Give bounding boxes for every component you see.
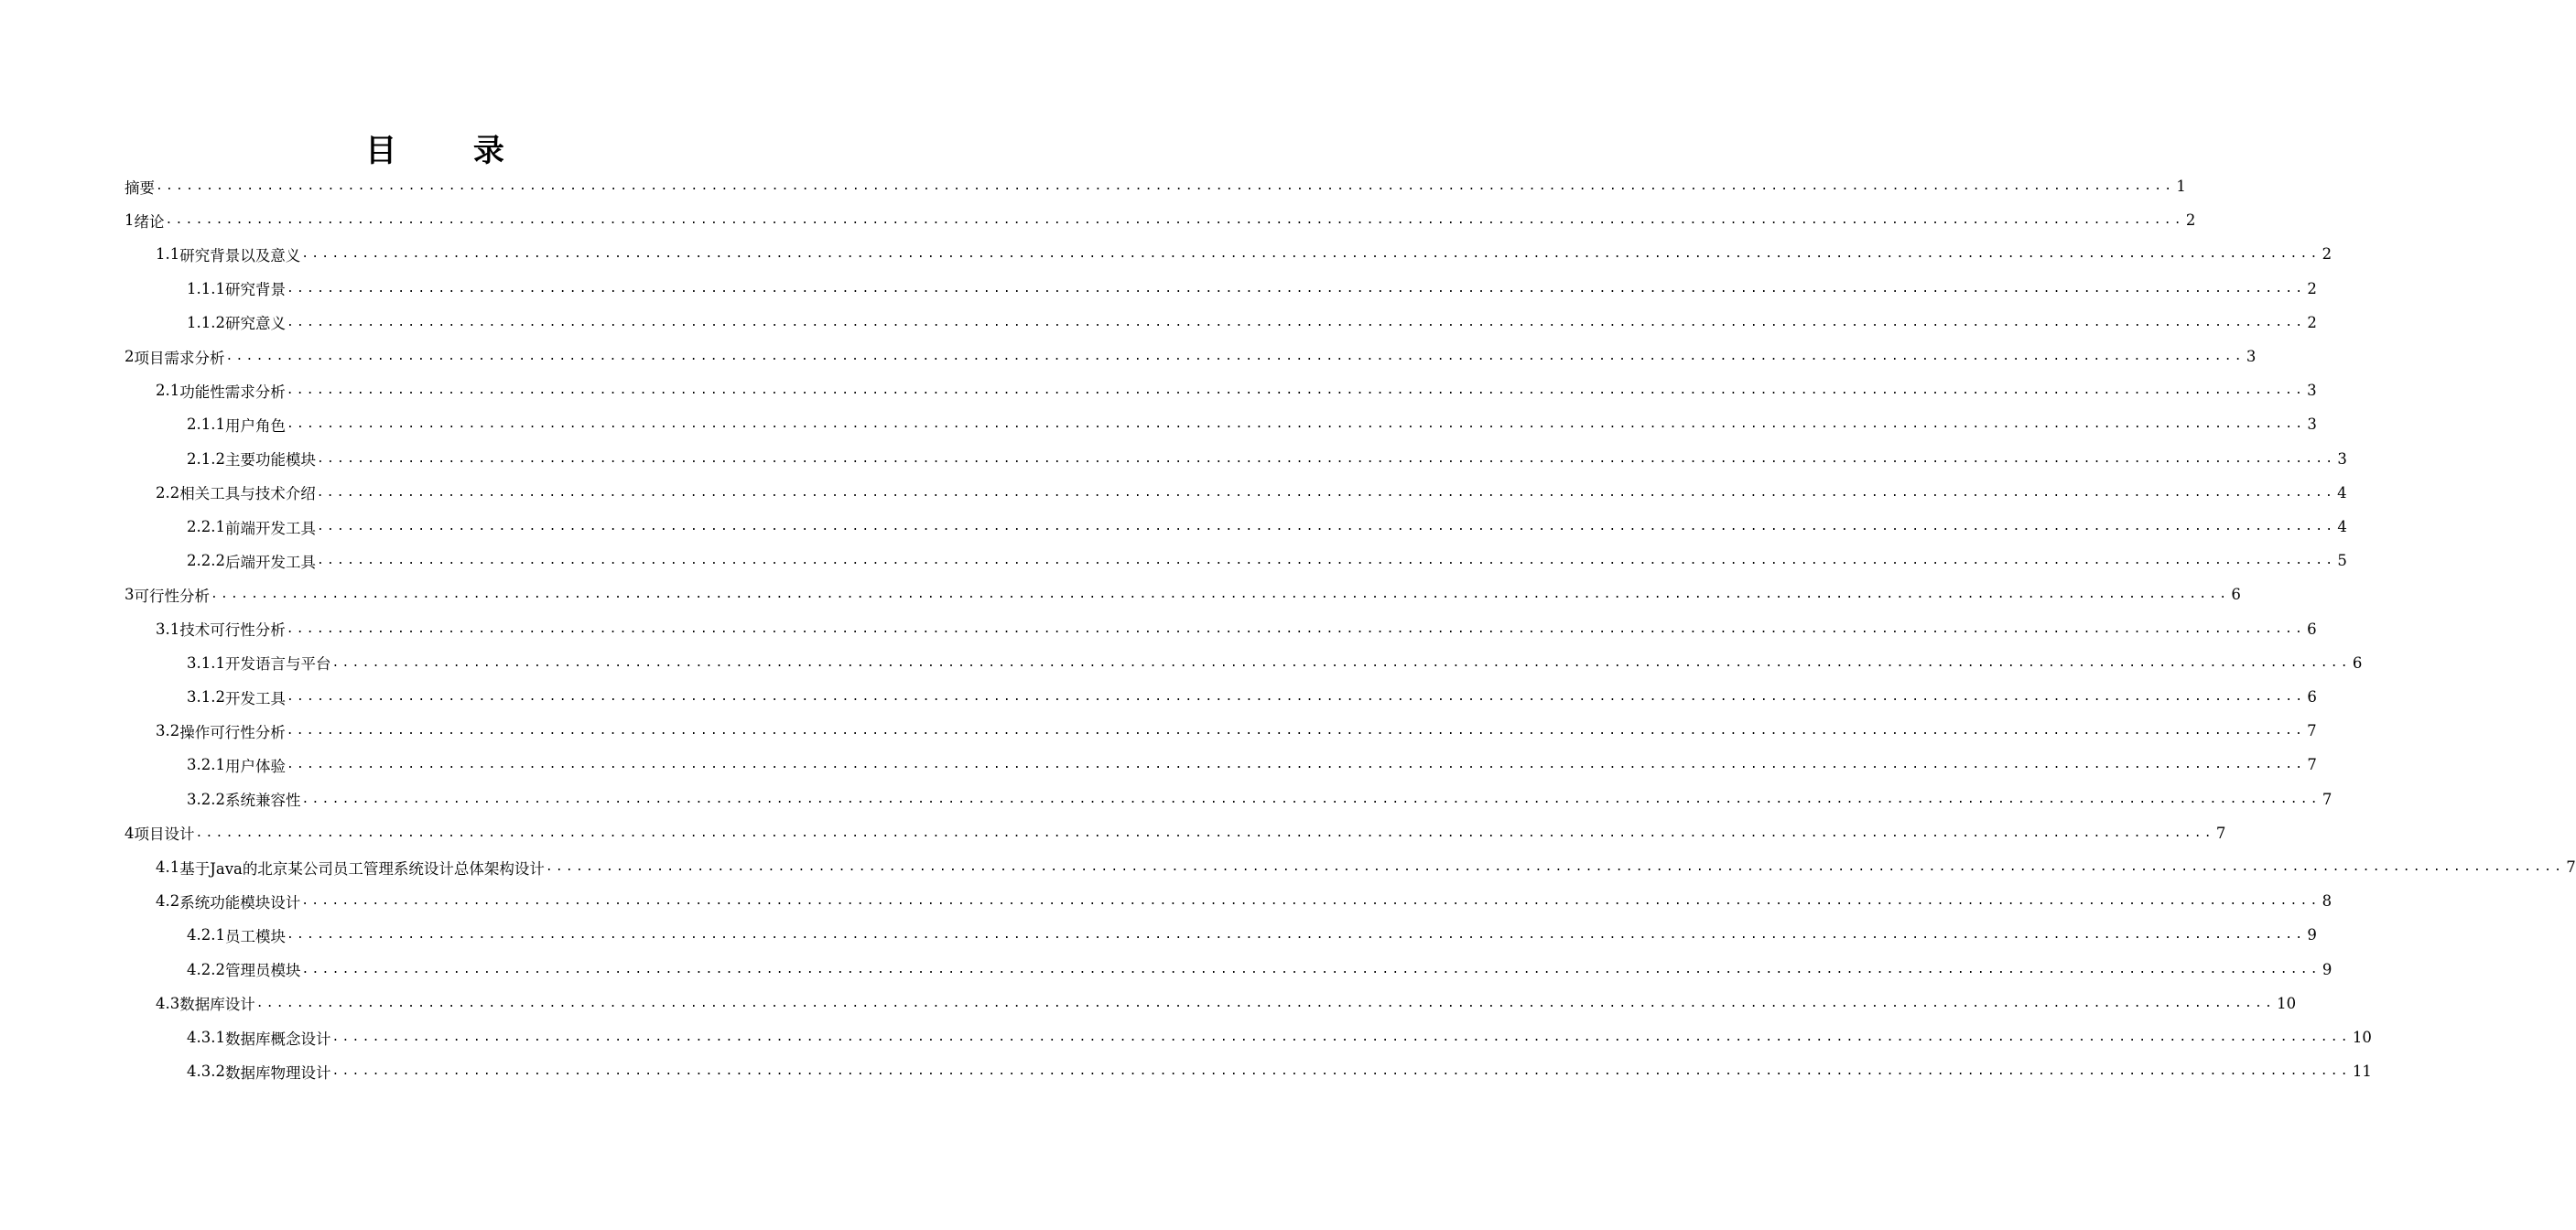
toc-entry-label: 摘要 [124,178,155,197]
toc-dot-leader: ........................................................................................................................................................................................................ [286,417,2306,432]
toc-entry-label: 可行性分析 [134,587,210,605]
toc-entry-label: 项目需求分析 [134,349,225,367]
toc-dot-leader: ........................................................................................................................................................................................................ [286,758,2306,772]
toc-entry-number: 4.2.1 [187,926,225,944]
toc-dot-leader: ........................................................................................................................................................................................................ [195,825,2214,840]
toc-entry-label: 操作可行性分析 [179,723,286,741]
toc-page-number: 3 [2337,449,2347,468]
toc-entry-number: 1.1 [156,245,180,264]
toc-entry-label: 数据库设计 [179,996,255,1014]
toc-dot-leader: ........................................................................................................................................................................................................ [301,962,2321,976]
toc-entry[interactable] [187,544,2347,577]
toc-entry[interactable] [124,169,2186,203]
toc-entry[interactable] [156,612,2317,646]
toc-entry-number: 3.2.1 [187,756,225,774]
toc-dot-leader: ........................................................................................................................................................................................................ [286,724,2306,739]
toc-entry-label: 项目设计 [134,825,195,844]
toc-entry[interactable] [187,306,2317,340]
toc-entry-label: 研究背景 [224,281,286,299]
toc-dot-leader: ........................................................................................................................................................................................................ [331,1064,2351,1079]
toc-entry-label: 员工模块 [224,927,286,945]
toc-dot-leader: ........................................................................................................................................................................................................ [286,928,2306,943]
toc-entry-label: 研究背景以及意义 [179,246,301,264]
toc-page-number: 7 [2566,858,2576,876]
toc-entry-number: 3.1.1 [187,653,225,672]
toc-entry-number: 4.3.1 [187,1029,225,1046]
toc-dot-leader: ........................................................................................................................................................................................................ [286,690,2306,704]
toc-dot-leader: ........................................................................................................................................................................................................ [286,281,2306,296]
toc-entry-label: 功能性需求分析 [179,383,286,401]
toc-page-number: 7 [2307,756,2317,774]
toc-entry-label: 数据库物理设计 [224,1063,331,1082]
toc-entry-number: 3.1.2 [187,688,225,706]
toc-page-number: 2 [2307,313,2317,331]
toc-entry[interactable] [187,510,2347,544]
toc-entry-number: 2.1.2 [187,449,225,468]
toc-entry-label: 开发工具 [224,689,286,707]
toc-entry-number: 1 [124,211,135,230]
toc-entry-number: 4.2 [156,892,180,911]
toc-entry[interactable] [187,953,2332,987]
toc-dot-leader: ........................................................................................................................................................................................................ [301,894,2321,909]
toc-page-number: 8 [2322,892,2332,911]
toc-dot-leader: ........................................................................................................................................................................................................ [286,315,2306,329]
toc-page-number: 7 [2322,790,2332,808]
toc-page-number: 4 [2337,518,2347,535]
toc-page-number: 7 [2215,824,2226,842]
toc-entry-number: 4.1 [156,858,180,876]
toc-dot-leader: ........................................................................................................................................................................................................ [255,996,2276,1010]
toc-entry-number: 3.1 [156,620,180,638]
toc-entry-label: 前端开发工具 [224,519,316,537]
page-title: 目 录 [365,133,537,169]
toc-page-number: 6 [2352,653,2363,672]
toc-entry-label: 技术可行性分析 [179,621,286,640]
toc-page-number: 6 [2307,688,2317,706]
toc-entry[interactable] [187,646,2363,680]
toc-entry-number: 2.1 [156,382,180,400]
toc-entry-number: 1.1.2 [187,313,225,331]
toc-entry[interactable] [187,1054,2372,1088]
toc-page-number: 5 [2337,552,2347,570]
toc-entry-number: 2.2.1 [187,518,225,535]
toc-entry[interactable] [156,373,2317,407]
toc-dot-leader: ........................................................................................................................................................................................................ [165,213,2184,228]
toc-entry-number: 4 [124,824,135,842]
toc-entry-label: 数据库概念设计 [224,1030,331,1048]
toc-dot-leader: ........................................................................................................................................................................................................ [316,485,2336,500]
toc-page-number: 11 [2352,1063,2372,1081]
toc-dot-leader: ........................................................................................................................................................................................................ [301,247,2321,262]
toc-entry[interactable] [156,476,2347,510]
toc-dot-leader: ........................................................................................................................................................................................................ [316,520,2336,534]
toc-dot-leader: ........................................................................................................................................................................................................ [301,792,2321,806]
toc-entry-label: 管理员模块 [224,962,301,980]
toc-page-number: 1 [2176,178,2186,195]
toc-entry-label: 研究意义 [224,315,286,333]
toc-page-number: 3 [2307,415,2317,434]
toc-page-number: 10 [2352,1029,2372,1046]
toc-dot-leader: ........................................................................................................................................................................................................ [156,179,2175,193]
toc-dot-leader: ........................................................................................................................................................................................................ [211,588,2230,602]
toc-entry[interactable] [156,237,2332,271]
toc-entry-label: 系统功能模块设计 [179,893,301,912]
toc-page-number: 10 [2277,994,2297,1012]
toc-page-number: 9 [2307,926,2317,944]
toc-dot-leader: ........................................................................................................................................................................................................ [225,350,2245,363]
toc-dot-leader: ........................................................................................................................................................................................................ [316,451,2336,466]
toc-entry-number: 2.2 [156,483,180,502]
toc-entry-number: 3 [124,586,135,604]
toc-entry-label: 相关工具与技术介绍 [179,485,316,503]
toc-page-number: 2 [2322,245,2332,264]
toc-entry-label: 后端开发工具 [224,553,316,571]
toc-entry[interactable] [124,816,2226,850]
toc-dot-leader: ........................................................................................................................................................................................................ [331,655,2351,670]
toc-entry-number: 1.1.1 [187,279,225,297]
toc-entry[interactable] [187,407,2317,441]
toc-entry[interactable] [187,442,2347,476]
toc-entry[interactable] [156,987,2297,1020]
toc-page-number: 3 [2307,382,2317,400]
toc-entry[interactable] [187,918,2317,952]
toc-entry-number: 4.2.2 [187,960,225,978]
toc-entry[interactable] [156,850,2576,884]
toc-entry-number: 2 [124,348,135,365]
toc-entry-number: 4.3.2 [187,1063,225,1081]
toc-entry-number: 3.2 [156,722,180,740]
toc-entry-label: 开发语言与平台 [224,655,331,674]
toc-entry-label: 用户角色 [224,416,286,435]
toc-entry[interactable] [187,748,2317,782]
toc-page-number: 2 [2307,279,2317,297]
toc-entry-label: 主要功能模块 [224,451,316,469]
toc-dot-leader: ........................................................................................................................................................................................................ [286,621,2306,636]
toc-page-number: 3 [2246,348,2257,365]
toc-dot-leader: ........................................................................................................................................................................................................ [316,554,2336,568]
toc-entry[interactable] [124,340,2257,373]
toc-entry-number: 3.2.2 [187,790,225,808]
toc-entry[interactable] [187,272,2317,306]
toc-entry[interactable] [124,203,2196,237]
toc-entry[interactable] [124,577,2241,611]
toc-dot-leader: ........................................................................................................................................................................................................ [331,1030,2351,1044]
toc-entry-label: 基于Java的北京某公司员工管理系统设计总体架构设计 [179,859,545,878]
toc-dot-leader: ........................................................................................................................................................................................................ [545,860,2565,874]
toc-entry[interactable] [156,884,2332,918]
toc-entry-label: 用户体验 [224,757,286,775]
toc-entry-label: 绪论 [134,212,165,231]
toc-entry[interactable] [156,714,2317,748]
toc-page-number: 6 [2231,586,2241,604]
toc-dot-leader: ........................................................................................................................................................................................................ [286,383,2306,398]
toc-page-number: 7 [2307,722,2317,740]
toc-entry-number: 4.3 [156,994,180,1012]
toc-entry[interactable] [187,782,2332,816]
toc-entry-label: 系统兼容性 [224,792,301,810]
toc-page-number: 9 [2322,960,2332,978]
toc-page-number: 2 [2185,211,2196,230]
toc-entry[interactable] [187,1020,2372,1054]
toc-page-number: 4 [2337,483,2347,502]
toc-page-number: 6 [2307,620,2317,638]
toc-entry-number: 2.2.2 [187,552,225,570]
toc-entry[interactable] [187,680,2317,714]
toc-entry-number: 2.1.1 [187,415,225,434]
